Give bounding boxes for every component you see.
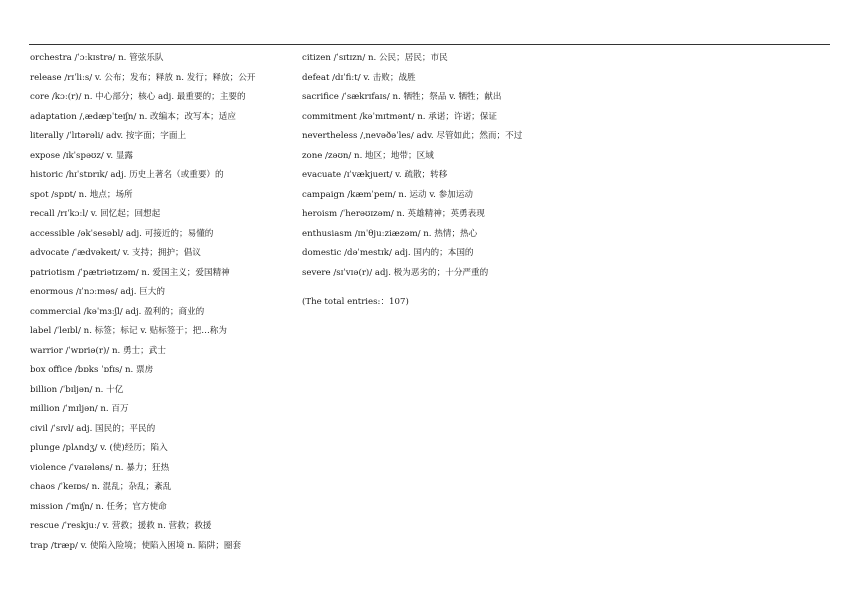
vocab-entry-box-office: box office /bɒks ˈɒfɪs/ n. 票房 bbox=[30, 365, 154, 375]
vocab-entry-trap: trap /træp/ v. 使陷入险境；使陷入困境 n. 陷阱；圈套 bbox=[30, 540, 242, 551]
vocab-entry-enthusiasm: enthusiasm /ɪnˈθjuːziæzəm/ n. 热情；热心 bbox=[302, 228, 478, 239]
vocab-entry-domestic: domestic /dəˈmestɪk/ adj. 国内的；本国的 bbox=[302, 248, 474, 258]
vocab-entry-civil: civil /ˈsɪvl/ adj. 国民的；平民的 bbox=[30, 423, 156, 434]
vocab-entry-recall: recall /rɪˈkɔːl/ v. 回忆起；回想起 bbox=[30, 209, 161, 219]
vocabulary-column-left bbox=[30, 49, 292, 556]
vocab-entry-evacuate: evacuate /ɪˈvækjueɪt/ v. 疏散；转移 bbox=[302, 170, 448, 180]
vocab-entry-million: million /ˈmɪljən/ n. 百万 bbox=[30, 404, 129, 414]
vocab-entry-accessible: accessible /əkˈsesəbl/ adj. 可接近的；易懂的 bbox=[30, 228, 214, 239]
vocab-entry-patriotism: patriotism /ˈpætriətɪzəm/ n. 爱国主义；爱国精神 bbox=[30, 267, 230, 278]
vocab-entry-zone: zone /zəʊn/ n. 地区；地带；区域 bbox=[302, 150, 434, 161]
vocab-entry-warrior: warrior /ˈwɒriə(r)/ n. 勇士；武士 bbox=[30, 345, 166, 356]
header-rule bbox=[29, 44, 830, 45]
vocab-entry-heroism: heroism /ˈherəʊɪzəm/ n. 英雄精神；英勇表现 bbox=[302, 209, 485, 219]
vocab-entry-core: core /kɔː(r)/ n. 中心部分；核心 adj. 最重要的；主要的 bbox=[30, 92, 246, 102]
vocab-entry-defeat: defeat /dɪˈfiːt/ v. 击败；战胜 bbox=[302, 72, 416, 83]
vocab-entry-enormous: enormous /ɪˈnɔːməs/ adj. 巨大的 bbox=[30, 287, 165, 297]
vocab-entry-label: label /ˈleɪbl/ n. 标签；标记 v. 贴标签于；把…称为 bbox=[30, 326, 227, 336]
vocab-entry-mission: mission /ˈmɪʃn/ n. 任务；官方使命 bbox=[30, 501, 167, 512]
vocab-entry-citizen: citizen /ˈsɪtɪzn/ n. 公民；居民；市民 bbox=[302, 53, 448, 63]
vocab-entry-release: release /rɪˈliːs/ v. 公布；发布；释放 n. 发行；释放；公开 bbox=[30, 72, 256, 83]
vocab-entry-adaptation: adaptation /ˌædæpˈteɪʃn/ n. 改编本；改写本；适应 bbox=[30, 111, 236, 122]
vocab-entry-rescue: rescue /ˈreskjuː/ v. 营救；援救 n. 营救；救援 bbox=[30, 521, 212, 531]
vocab-entry-literally: literally /ˈlɪtərəli/ adv. 按字面；字面上 bbox=[30, 131, 187, 141]
vocab-entry-expose: expose /ɪkˈspəʊz/ v. 显露 bbox=[30, 150, 134, 161]
vocab-entry-historic: historic /hɪˈstɒrɪk/ adj. 历史上著名（或重要）的 bbox=[30, 170, 224, 180]
vocab-entry-chaos: chaos /ˈkeɪɒs/ n. 混乱；杂乱；紊乱 bbox=[30, 482, 172, 492]
vocab-entry-commercial: commercial /kəˈmɜːʃl/ adj. 盈利的；商业的 bbox=[30, 306, 205, 317]
total-entries-note: (The total entries:：107) bbox=[302, 297, 409, 307]
vocab-entry-campaign: campaign /kæmˈpeɪn/ n. 运动 v. 参加运动 bbox=[302, 189, 474, 200]
vocab-entry-advocate: advocate /ˈædvəkeɪt/ v. 支持；拥护；倡议 bbox=[30, 248, 201, 258]
vocab-entry-spot: spot /spɒt/ n. 地点；场所 bbox=[30, 189, 133, 200]
vocab-entry-billion: billion /ˈbɪljən/ n. 十亿 bbox=[30, 384, 124, 395]
vocab-entry-orchestra: orchestra /ˈɔːkɪstrə/ n. 管弦乐队 bbox=[30, 53, 164, 63]
vocab-entry-violence: violence /ˈvaɪələns/ n. 暴力；狂热 bbox=[30, 462, 170, 473]
vocab-entry-plunge: plunge /plʌndʒ/ v. (使)经历；陷入 bbox=[30, 443, 168, 453]
vocab-entry-commitment: commitment /kəˈmɪtmənt/ n. 承诺；许诺；保证 bbox=[302, 111, 497, 122]
vocabulary-column-right bbox=[302, 49, 560, 283]
vocab-entry-sacrifice: sacrifice /ˈsækrɪfaɪs/ n. 牺牲；祭品 v. 牺牲；献出 bbox=[302, 92, 502, 102]
vocab-entry-nevertheless: nevertheless /ˌnevəðəˈles/ adv. 尽管如此；然而；不过 bbox=[302, 131, 523, 141]
vocab-entry-severe: severe /sɪˈvɪə(r)/ adj. 极为恶劣的；十分严重的 bbox=[302, 267, 489, 278]
